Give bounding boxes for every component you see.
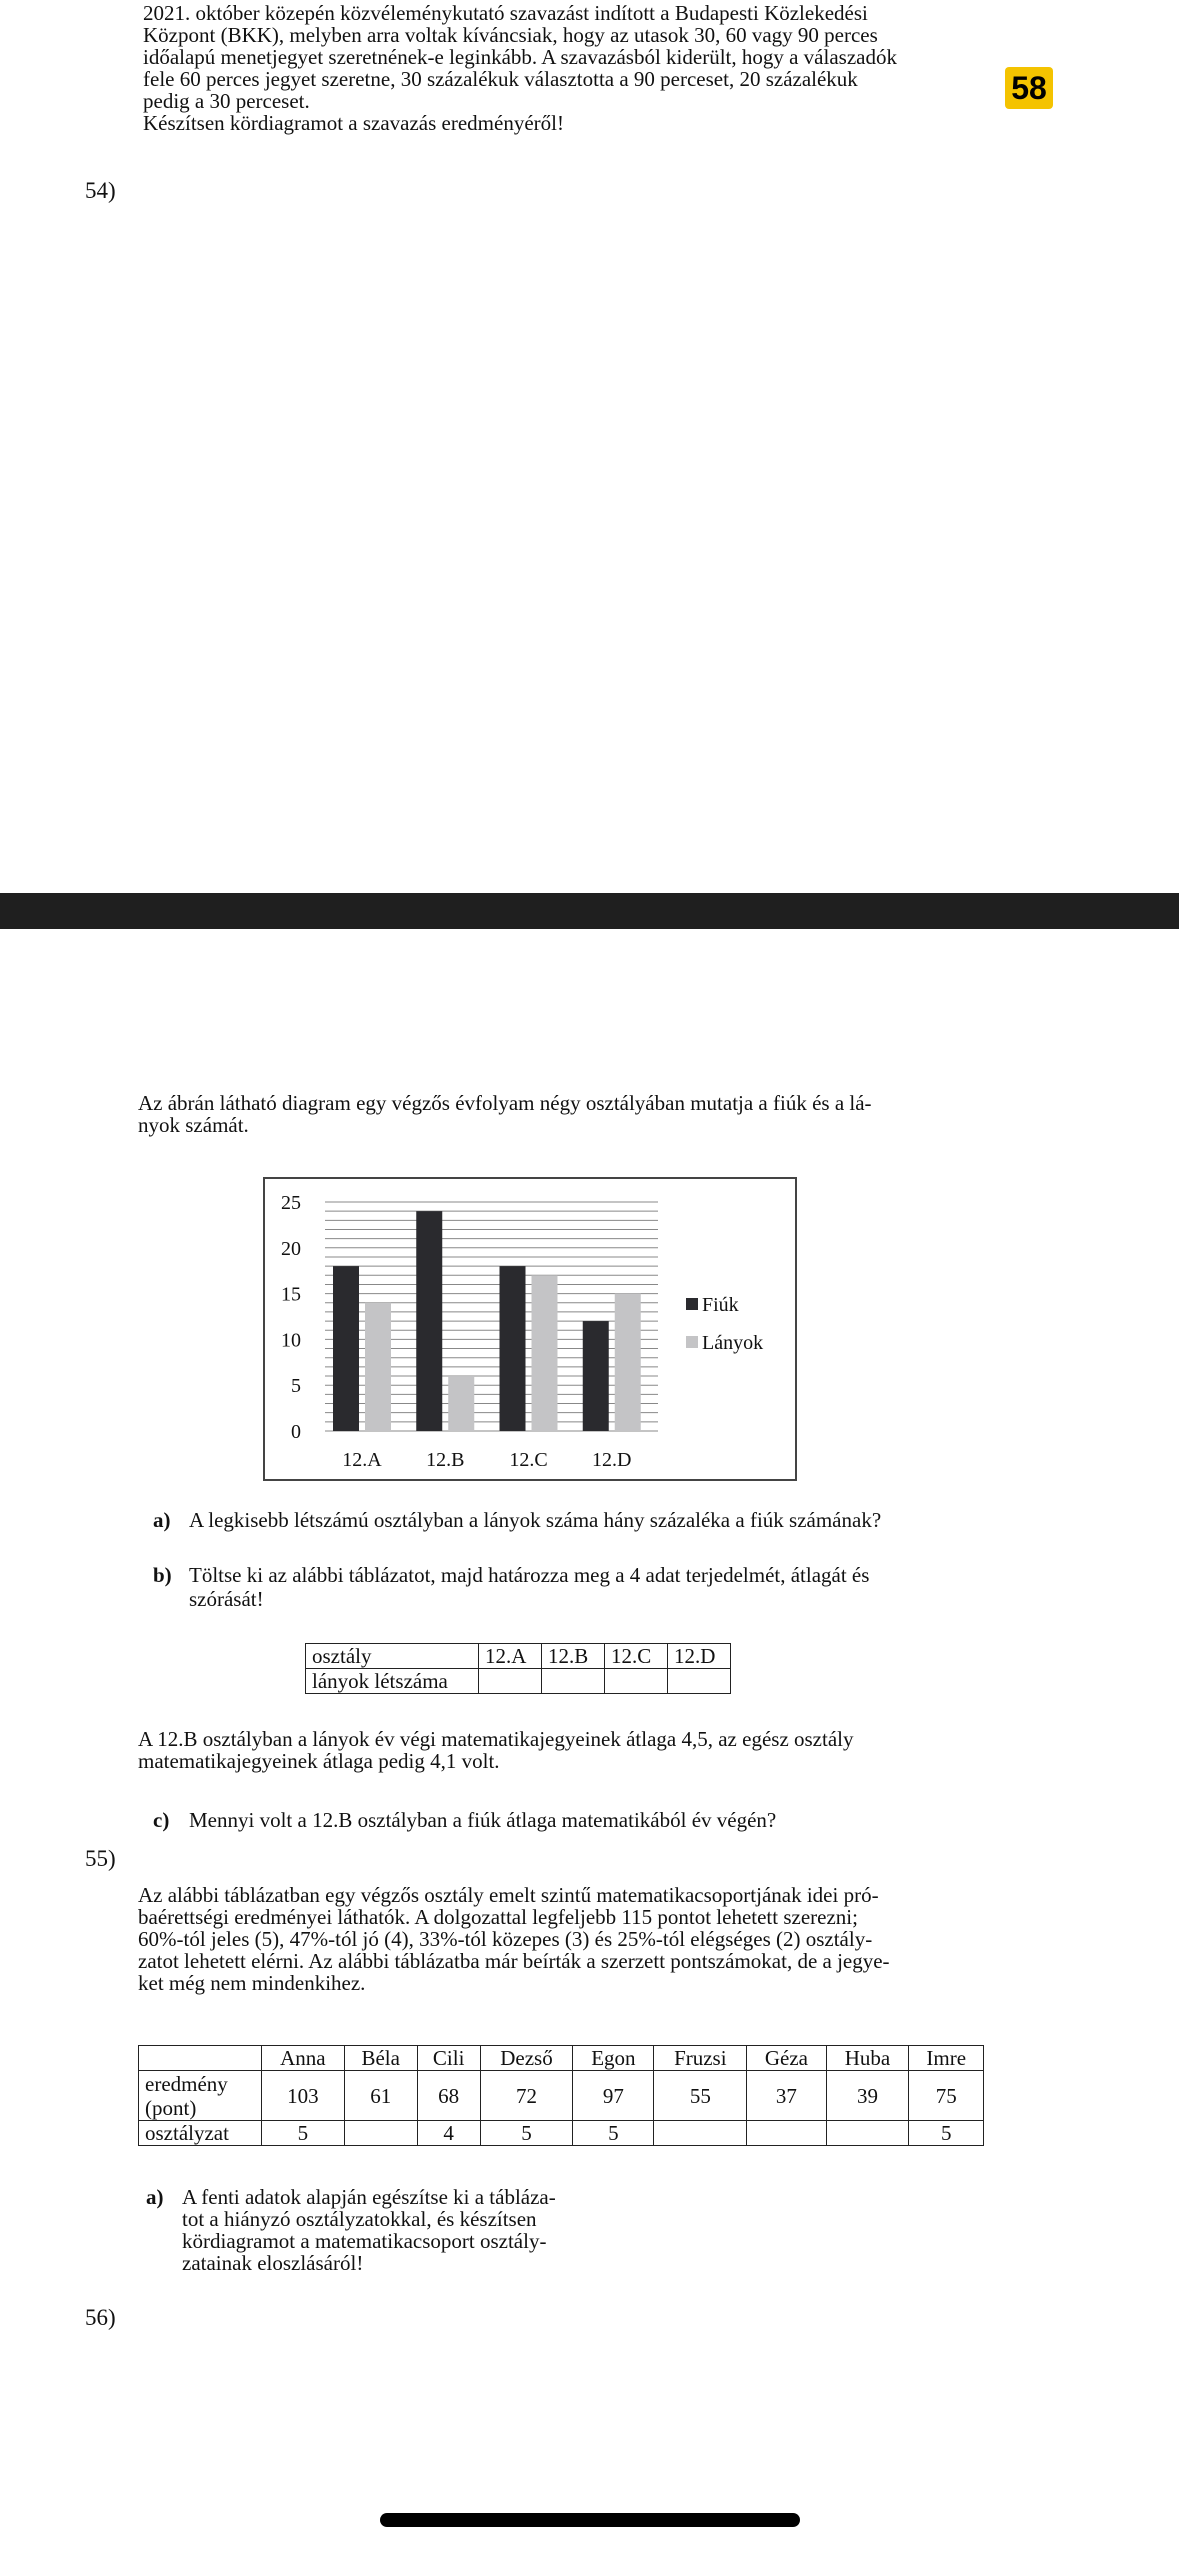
student-name: Fruzsi (654, 2046, 747, 2071)
girls-count-table (305, 1643, 731, 1694)
grade-cell[interactable] (344, 2121, 417, 2146)
question-55c (153, 1808, 1013, 1832)
x-tick-label: 12.B (426, 1449, 465, 1471)
score-cell: 37 (747, 2071, 826, 2121)
bar-fiuk-12c (500, 1266, 526, 1431)
y-tick-label: 0 (291, 1421, 301, 1443)
question-text: Töltse ki az alábbi táblázatot, majd határozza meg a 4 adat terjedelmét, átlagát és (189, 1563, 870, 1587)
p56-intro-line: baérettségi eredményei láthatók. A dolgozattal legfeljebb 115 pontot lehetett szerezni; (138, 1905, 858, 1929)
student-name: Egon (573, 2046, 654, 2071)
score-cell: 103 (262, 2071, 345, 2121)
score-cell: 75 (909, 2071, 984, 2121)
y-tick-label: 25 (281, 1192, 301, 1214)
problem-56-intro (138, 1884, 1018, 1994)
question-56a (146, 2186, 666, 2274)
score-cell: 72 (480, 2071, 573, 2121)
question-text-line: kördiagramot a matematikacsoport osztály- (182, 2229, 547, 2253)
question-text: Mennyi volt a 12.B osztályban a fiúk átlaga matematikából év végén? (189, 1808, 777, 1832)
legend-label: Lányok (702, 1332, 764, 1354)
p53-line: időalapú menetjegyet szeretnének-e leginkább. A szavazásból kiderült, hogy a válaszadók (143, 45, 897, 69)
y-tick-label: 5 (291, 1375, 301, 1398)
question-text-line: zatainak eloszlásáról! (182, 2251, 364, 2275)
grade-cell: 5 (262, 2121, 345, 2146)
grade-cell[interactable] (826, 2121, 909, 2146)
row-label-grade: osztályzat (139, 2121, 262, 2146)
grade-cell: 5 (480, 2121, 573, 2146)
p53-line: fele 60 perces jegyet szeretne, 30 százalékuk választotta a 90 perceset, 20 százalékuk (143, 67, 858, 91)
question-text: szórását! (189, 1587, 264, 1611)
problem-55-note (138, 1728, 1018, 1772)
question-text-line: A fenti adatok alapján egészítse ki a tábláza- (182, 2185, 556, 2209)
p53-line: pedig a 30 perceset. (143, 89, 310, 113)
student-name: Imre (909, 2046, 984, 2071)
question-label: a) (146, 2185, 164, 2209)
y-tick-label: 20 (281, 1237, 301, 1260)
table-header-cell: 12.D (668, 1644, 731, 1669)
problem-55-intro (138, 1092, 1018, 1136)
score-cell: 39 (826, 2071, 909, 2121)
bar-fiuk-12b (416, 1211, 442, 1431)
legend-swatch (686, 1336, 698, 1348)
student-name: Anna (262, 2046, 345, 2071)
screenshot-separator-band (0, 893, 1179, 929)
question-label: c) (153, 1808, 170, 1832)
results-table (138, 2045, 984, 2146)
bar-lanyok-12b (448, 1376, 474, 1431)
question-55a (153, 1508, 1013, 1532)
table-empty-cell[interactable] (668, 1669, 731, 1694)
score-cell: 61 (344, 2071, 417, 2121)
question-text: A legkisebb létszámú osztályban a lányok száma hány százaléka a fiúk számának? (189, 1508, 882, 1532)
score-cell: 97 (573, 2071, 654, 2121)
p55-intro-line: Az ábrán látható diagram egy végzős évfolyam négy osztályában mutatja a fiúk és a lá- (138, 1091, 872, 1115)
page-number-badge: 58 (1005, 67, 1053, 109)
problem-number-55: 55) (85, 1846, 116, 1871)
problem-number-54: 54) (85, 178, 116, 203)
student-name: Béla (344, 2046, 417, 2071)
student-name: Géza (747, 2046, 826, 2071)
p53-line: 2021. október közepén közvéleménykutató szavazást indított a Budapesti Közlekedési (143, 1, 868, 25)
bar-fiuk-12d (583, 1321, 609, 1431)
table-header-cell: 12.C (605, 1644, 668, 1669)
score-cell: 55 (654, 2071, 747, 2121)
p55-note-line: A 12.B osztályban a lányok év végi matematikajegyeinek átlaga 4,5, az egész osztály (138, 1727, 854, 1751)
student-name: Dezső (480, 2046, 573, 2071)
problem-number-56: 56) (85, 2305, 116, 2330)
x-tick-label: 12.D (592, 1449, 632, 1471)
x-tick-label: 12.C (509, 1449, 548, 1471)
legend-label: Fiúk (702, 1294, 739, 1316)
grade-cell: 4 (417, 2121, 480, 2146)
legend-swatch (686, 1298, 698, 1310)
row-label-line: eredmény (145, 2071, 228, 2096)
grade-cell[interactable] (654, 2121, 747, 2146)
student-name: Huba (826, 2046, 909, 2071)
question-label: b) (153, 1563, 172, 1587)
grade-cell: 5 (573, 2121, 654, 2146)
table-corner-cell (139, 2046, 262, 2071)
table-empty-cell[interactable] (542, 1669, 605, 1694)
p56-intro-line: zatot lehetett elérni. Az alábbi táblázatba már beírták a szerzett pontszámokat, de a jegye- (138, 1949, 890, 1973)
table-empty-cell[interactable] (605, 1669, 668, 1694)
bar-lanyok-12c (532, 1275, 558, 1431)
bar-lanyok-12a (365, 1303, 391, 1431)
student-name: Cili (417, 2046, 480, 2071)
score-cell: 68 (417, 2071, 480, 2121)
p53-line: Központ (BKK), melyben arra voltak kíváncsiak, hogy az utasok 30, 60 vagy 90 perces (143, 23, 878, 47)
problem-53-text (143, 2, 1023, 134)
bar-lanyok-12d (615, 1294, 641, 1431)
grade-cell[interactable] (747, 2121, 826, 2146)
p55-note-line: matematikajegyeinek átlaga pedig 4,1 volt. (138, 1749, 500, 1773)
table-row-label: lányok létszáma (306, 1669, 479, 1694)
bar-chart-svg (265, 1179, 795, 1479)
table-header-cell: 12.B (542, 1644, 605, 1669)
p56-intro-line: 60%-tól jeles (5), 47%-tól jó (4), 33%-tól közepes (3) és 25%-tól elégséges (2) osztály- (138, 1927, 873, 1951)
question-text-line: tot a hiányzó osztályzatokkal, és készítsen (182, 2207, 537, 2231)
question-label: a) (153, 1508, 171, 1532)
row-label-line: (pont) (145, 2095, 197, 2120)
p56-intro-line: Az alábbi táblázatban egy végzős osztály emelt szintű matematikacsoportjának idei pró- (138, 1883, 879, 1907)
grade-cell: 5 (909, 2121, 984, 2146)
home-indicator[interactable] (380, 2513, 800, 2527)
question-55b (153, 1563, 1013, 1611)
table-empty-cell[interactable] (479, 1669, 542, 1694)
bar-fiuk-12a (333, 1266, 359, 1431)
p56-intro-line: ket még nem mindenkihez. (138, 1971, 366, 1995)
y-tick-label: 10 (281, 1329, 301, 1352)
table-header-cell: osztály (306, 1644, 479, 1669)
p53-line: Készítsen kördiagramot a szavazás eredményéről! (143, 111, 564, 135)
p55-intro-line: nyok számát. (138, 1113, 249, 1137)
y-tick-label: 15 (281, 1283, 301, 1306)
bar-chart (263, 1177, 797, 1481)
table-header-cell: 12.A (479, 1644, 542, 1669)
row-label-score (139, 2071, 262, 2121)
x-tick-label: 12.A (342, 1449, 382, 1471)
